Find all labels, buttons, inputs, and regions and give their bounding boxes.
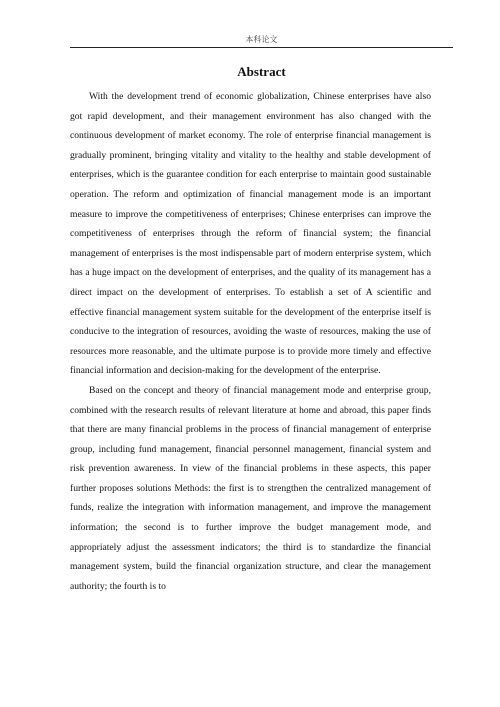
abstract-paragraph-1: With the development trend of economic globalization, Chinese enterprises have also got rapid development, and their management environment has also changed with the continuous development of market economy. The role of enterprise financial management is gradually prominent, bringing vitality and vitality to the healthy and stable development of enterprises, which is the guarantee condition for each enterprise to maintain good sustainable operation. The reform and optimization of financial management mode is an important measure to improve the competitiveness of enterprises; Chinese enterprises can improve the competitiveness of enterprises through the reform of financial system; the financial management of enterprises is the most indispensable part of modern enterprise system, which has a huge impact on the development of enterprises, and the quality of its management has a direct impact on the development of enterprises. To establish a set of A scientific and effective financial management system suitable for the development of the enterprise itself is conducive to the integration of resources, avoiding the waste of resources, making the use of resources more reasonable, and the ultimate purpose is to provide more timely and effective financial information and decision-making for the development of the enterprise. [70,91,431,377]
abstract-title: Abstract [237,64,286,79]
abstract-paragraph-2: Based on the concept and theory of financial management mode and enterprise group, combined with the research results of relevant literature at home and abroad, this paper finds that there are many financial problems in the process of financial management of enterprise group, including fund management, financial personnel management, financial system and risk prevention awareness. In view of the financial problems in these aspects, this paper further proposes solutions Methods: the first is to strengthen the centralized management of funds, realize the integration with information management, and improve the management information; the second is to further improve the budget management mode, and appropriately adjust the assessment indicators; the third is to standardize the financial management system, build the financial organization structure, and clear the management authority; the fourth is to [70,384,431,592]
header-rule [70,47,453,48]
abstract-body [70,87,431,596]
page-header: 本科论文 [245,35,278,44]
